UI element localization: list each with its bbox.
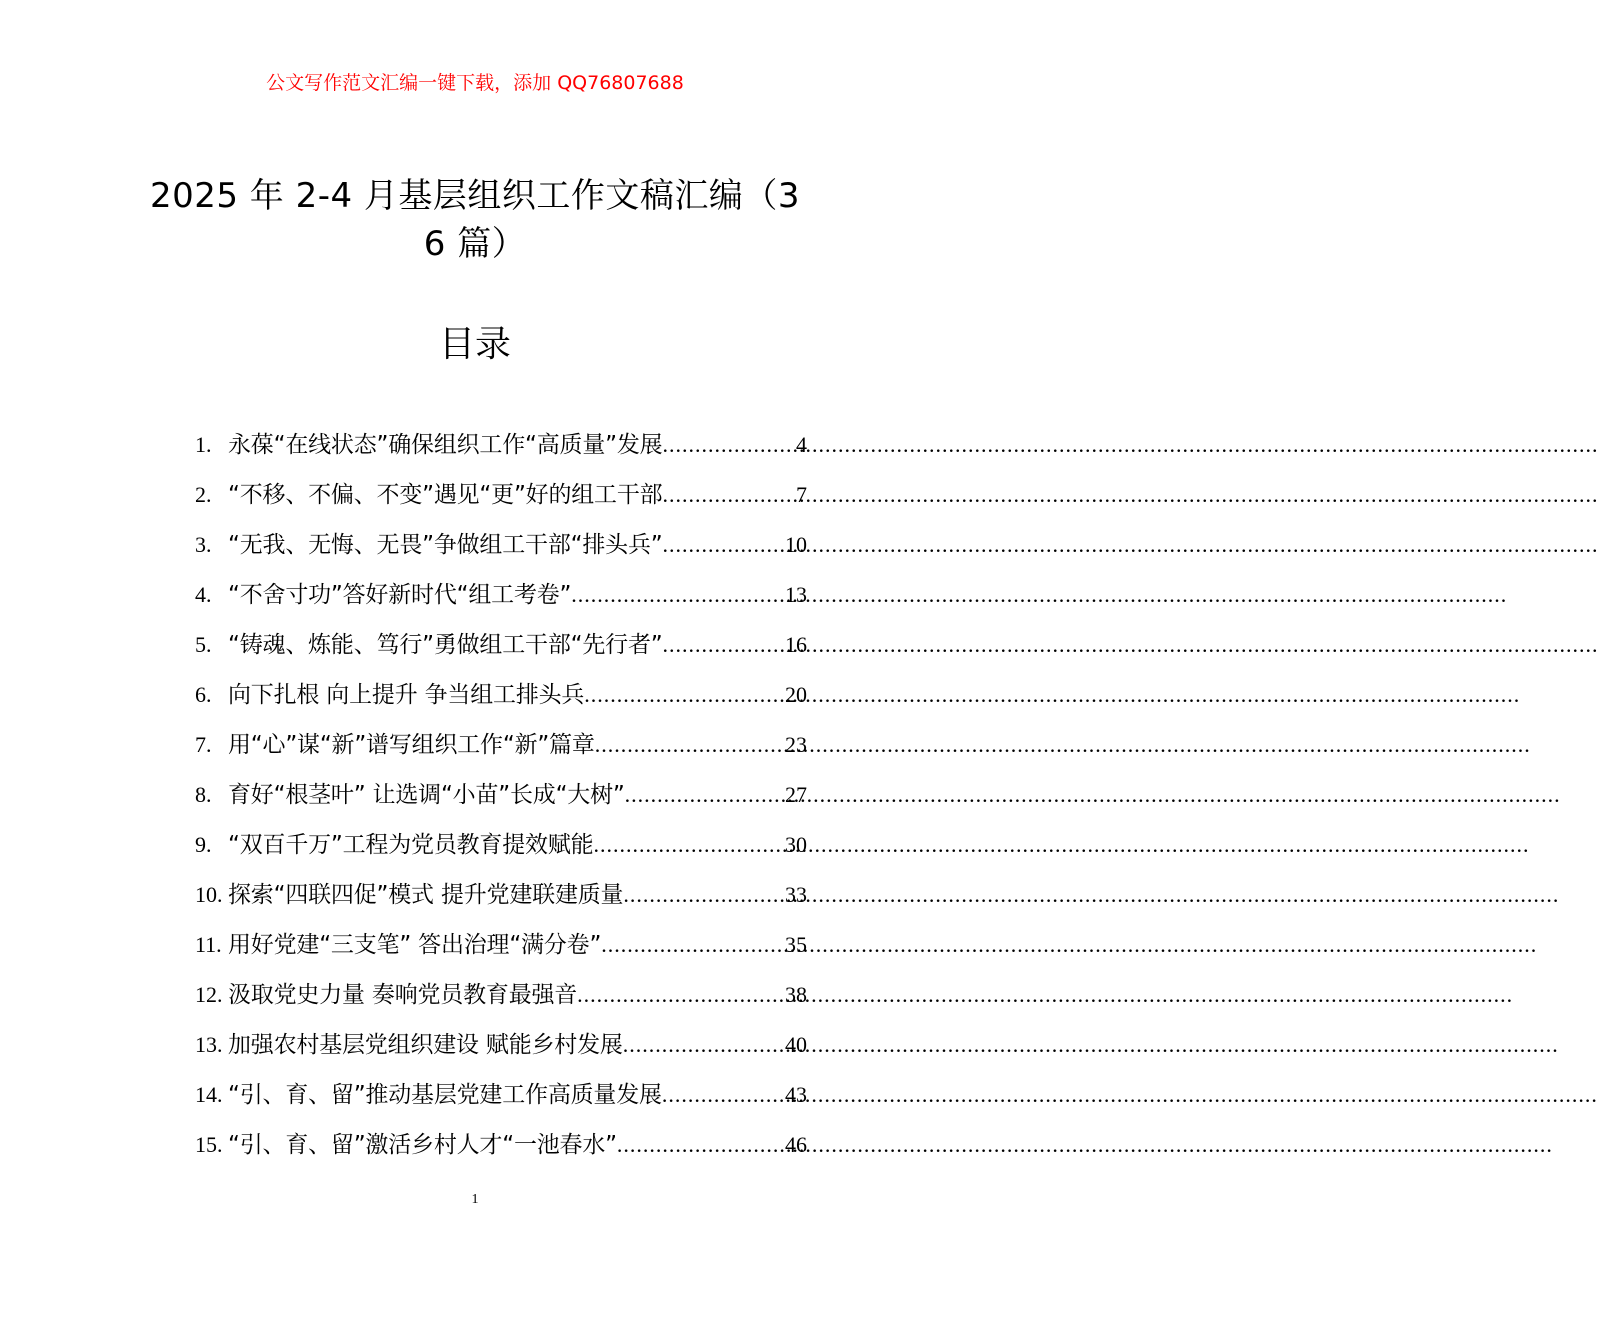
toc-entry-page: 40 bbox=[785, 1032, 807, 1057]
document-title bbox=[140, 172, 810, 268]
toc-entry-page: 13 bbox=[785, 582, 807, 607]
toc-entry-leader bbox=[623, 1020, 785, 1070]
toc-entry-leader bbox=[662, 1070, 785, 1120]
toc-entry[interactable] bbox=[195, 1120, 807, 1170]
table-of-contents bbox=[195, 420, 807, 1170]
toc-entry[interactable] bbox=[195, 670, 807, 720]
toc-entry-leader bbox=[595, 720, 785, 770]
toc-entry-page: 43 bbox=[785, 1082, 807, 1107]
toc-entry-number: 13. bbox=[195, 1032, 223, 1057]
toc-entry[interactable] bbox=[195, 420, 807, 470]
toc-entry-page: 30 bbox=[785, 832, 807, 857]
toc-entry-number: 10. bbox=[195, 882, 223, 907]
toc-entry-number: 14. bbox=[195, 1082, 223, 1107]
toc-entry-leader bbox=[662, 620, 785, 670]
toc-entry-number: 7. bbox=[195, 732, 212, 757]
toc-entry-title: 探索“四联四促”模式 提升党建联建质量 bbox=[228, 882, 624, 908]
toc-entry-leader bbox=[584, 670, 785, 720]
toc-entry-title: 用“心”谋“新”谱写组织工作“新”篇章 bbox=[228, 732, 595, 758]
toc-entry[interactable] bbox=[195, 770, 807, 820]
toc-entry[interactable] bbox=[195, 820, 807, 870]
toc-entry[interactable] bbox=[195, 870, 807, 920]
toc-entry-title: “铸魂、炼能、笃行”勇做组工干部“先行者” bbox=[228, 632, 663, 658]
document-title-line-1: 2025 年 2-4 月基层组织工作文稿汇编（3 bbox=[149, 176, 801, 216]
toc-entry-title: 向下扎根 向上提升 争当组工排头兵 bbox=[228, 682, 585, 708]
toc-entry-number: 1. bbox=[195, 432, 212, 457]
toc-entry-leader bbox=[577, 970, 785, 1020]
toc-entry[interactable] bbox=[195, 720, 807, 770]
toc-entry-number: 5. bbox=[195, 632, 212, 657]
toc-entry-page: 38 bbox=[785, 982, 807, 1007]
download-note-header: 公文写作范文汇编一键下载，添加 QQ76807688 bbox=[266, 72, 684, 94]
toc-entry-number: 2. bbox=[195, 482, 212, 507]
toc-entry[interactable] bbox=[195, 520, 807, 570]
toc-entry-title: 用好党建“三支笔” 答出治理“满分卷” bbox=[228, 932, 602, 958]
toc-entry-title: 加强农村基层党组织建设 赋能乡村发展 bbox=[228, 1032, 623, 1058]
toc-entry[interactable] bbox=[195, 620, 807, 670]
toc-entry[interactable] bbox=[195, 1020, 807, 1070]
toc-entry[interactable] bbox=[195, 470, 807, 520]
toc-entry-number: 3. bbox=[195, 532, 212, 557]
toc-entry-title: “不舍寸功”答好新时代“组工考卷” bbox=[228, 582, 572, 608]
toc-entry-title: 永葆“在线状态”确保组织工作“高质量”发展 bbox=[228, 432, 663, 458]
toc-entry-title: “无我、无悔、无畏”争做组工干部“排头兵” bbox=[228, 532, 663, 558]
toc-entry-number: 9. bbox=[195, 832, 212, 857]
toc-entry-page: 27 bbox=[785, 782, 807, 807]
toc-entry-title: “双百千万”工程为党员教育提效赋能 bbox=[228, 832, 594, 858]
toc-entry[interactable] bbox=[195, 920, 807, 970]
toc-entry[interactable] bbox=[195, 1070, 807, 1120]
toc-entry-number: 11. bbox=[195, 932, 222, 957]
toc-entry-page: 20 bbox=[785, 682, 807, 707]
toc-entry-page: 23 bbox=[785, 732, 807, 757]
toc-entry-leader bbox=[662, 520, 785, 570]
toc-entry-title: 育好“根茎叶” 让选调“小苗”长成“大树” bbox=[228, 782, 625, 808]
toc-entry-leader bbox=[662, 470, 796, 520]
toc-entry-page: 10 bbox=[785, 532, 807, 557]
toc-entry-page: 4 bbox=[796, 432, 807, 457]
toc-entry-page: 7 bbox=[796, 482, 807, 507]
toc-heading: 目录 bbox=[438, 324, 511, 365]
toc-entry-leader bbox=[623, 870, 785, 920]
toc-entry-number: 8. bbox=[195, 782, 212, 807]
toc-entry-title: “不移、不偏、不变”遇见“更”好的组工干部 bbox=[228, 482, 663, 508]
toc-entry-leader bbox=[593, 820, 785, 870]
toc-entry-number: 4. bbox=[195, 582, 212, 607]
toc-entry-title: “引、育、留”推动基层党建工作高质量发展 bbox=[228, 1082, 662, 1108]
toc-entry-page: 33 bbox=[785, 882, 807, 907]
toc-entry-number: 12. bbox=[195, 982, 223, 1007]
toc-entry-leader bbox=[601, 920, 785, 970]
toc-entry-leader bbox=[617, 1120, 785, 1170]
toc-entry-page: 16 bbox=[785, 632, 807, 657]
toc-entry-number: 6. bbox=[195, 682, 212, 707]
document-title-line-2: 6 篇） bbox=[423, 224, 527, 264]
toc-entry[interactable] bbox=[195, 970, 807, 1020]
toc-entry-title: 汲取党史力量 奏响党员教育最强音 bbox=[228, 982, 578, 1008]
toc-entry-title: “引、育、留”激活乡村人才“一池春水” bbox=[228, 1132, 617, 1158]
toc-entry-leader bbox=[571, 570, 785, 620]
toc-entry[interactable] bbox=[195, 570, 807, 620]
toc-entry-leader bbox=[662, 420, 796, 470]
toc-entry-page: 35 bbox=[785, 932, 807, 957]
page-number: 1 bbox=[471, 1192, 479, 1207]
toc-entry-number: 15. bbox=[195, 1132, 223, 1157]
toc-entry-leader bbox=[625, 770, 785, 820]
toc-entry-page: 46 bbox=[785, 1132, 807, 1157]
